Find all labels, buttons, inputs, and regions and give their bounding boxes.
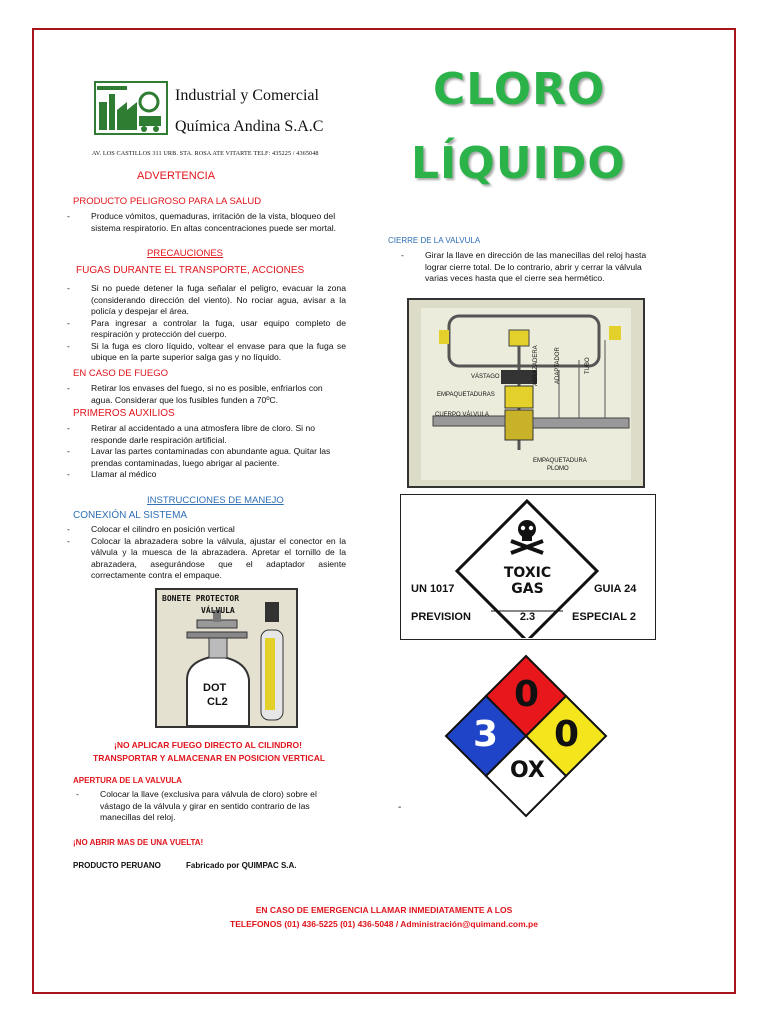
cierre-heading: CIERRE DE LA VALVULA (388, 236, 481, 245)
list-item: - Llamar al médico (64, 469, 346, 481)
photo1-label-valvula: VÁLVULA (201, 606, 235, 615)
precauciones-heading: PRECAUCIONES (147, 248, 224, 259)
valve-label-cuerpo: CUERPO VÁLVULA (435, 412, 489, 418)
nfpa-special: OX (510, 758, 545, 783)
manejo-list (64, 524, 346, 582)
auxilios-heading: PRIMEROS AUXILIOS (73, 408, 175, 419)
precauciones-subheading: FUGAS DURANTE EL TRANSPORTE, ACCIONES (76, 265, 305, 276)
company-address: AV. LOS CASTILLOS 311 URB. STA. ROSA ATE VITARTE TELF: 435225 / 4365048 (92, 150, 319, 157)
hazard-guia: GUIA 24 (594, 583, 637, 595)
nfpa-diamond (444, 654, 608, 818)
manejo-heading: INSTRUCCIONES DE MANEJO (147, 495, 284, 506)
photo1-label-cl2: CL2 (207, 696, 228, 708)
hazard-un-number: UN 1017 (411, 583, 455, 595)
hazard-class: 2.3 (519, 611, 536, 623)
valve-label-plomo: PLOMO (547, 466, 569, 472)
title-line1: CLORO (433, 64, 606, 115)
no-abrir-warning: ¡NO ABRIR MAS DE UNA VUELTA! (73, 838, 204, 847)
valve-label-abrazadera: ABRAZADERA (533, 345, 539, 386)
nfpa-reactivity: 0 (554, 714, 580, 755)
company-name-line2: Química Andina S.A.C (175, 118, 324, 135)
cylinder-photo (155, 588, 298, 728)
apertura-list (73, 789, 343, 824)
warning-no-fuego: ¡NO APLICAR FUEGO DIRECTO AL CILINDRO! (114, 740, 302, 750)
valve-label-adaptador: ADAPTADOR (555, 347, 561, 384)
hazard-gas: GAS (511, 581, 544, 597)
producto-peruano: PRODUCTO PERUANO (73, 861, 161, 870)
list-item: - Colocar el cilindro en posición vertical (64, 524, 346, 536)
hazard-toxic: TOXIC (503, 565, 552, 581)
company-logo (93, 80, 169, 136)
hazard-label (400, 494, 656, 640)
auxilios-list (64, 423, 346, 481)
dash-marker: - (398, 802, 402, 813)
valve-label-empaquetaduras: EMPAQUETADURAS (437, 392, 495, 398)
list-item: - Girar la llave en dirección de las manecillas del reloj hasta lograr cierre total. De lo contrario, abrir y cerrar la válvula varias veces hasta que el cierre sea hermético. (398, 250, 654, 285)
manejo-subheading: CONEXIÓN AL SISTEMA (73, 510, 188, 521)
apertura-heading: APERTURA DE LA VALVULA (73, 776, 182, 785)
nfpa-fire: 0 (514, 674, 540, 715)
list-item: - Si no puede detener la fuga señalar el peligro, evacuar la zona (considerando dirección del viento). No rociar agua, avisar a la policía y despejar el área. (64, 283, 346, 318)
valve-label-empaquetadura: EMPAQUETADURA (533, 458, 587, 464)
emergency-line1: EN CASO DE EMERGENCIA LLAMAR INMEDIATAMENTE A LOS (255, 905, 513, 915)
hazard-especial: ESPECIAL 2 (572, 611, 636, 623)
fuego-heading: EN CASO DE FUEGO (73, 368, 169, 379)
photo1-label-bonete: BONETE PROTECTOR (162, 594, 240, 603)
valve-diagram-photo (407, 298, 645, 488)
list-item: - Para ingresar a controlar la fuga, usar equipo completo de respiración y protección del cuerpo. (64, 318, 346, 341)
list-item: - Colocar la abrazadera sobre la válvula, ajustar el conector en la válvula y la muesca de la abrazadera. Apretar el tornillo de la abrazadera, asegurándose que el adaptador asiente correctamente contra el empaque. (64, 536, 346, 582)
list-item: - Lavar las partes contaminadas con abundante agua. Quitar las prendas contaminadas, luego abrigar al paciente. (64, 446, 346, 469)
list-item: - Produce vómitos, quemaduras, irritación de la vista, bloqueo del sistema respiratorio. En altas concentraciones puede ser mortal. (64, 211, 346, 234)
list-item: - Retirar al accidentado a una atmosfera libre de cloro. Si no responde darle respiración artificial. (64, 423, 346, 446)
list-item: - Colocar la llave (exclusiva para válvula de cloro) sobre el vástago de la válvula y girar en sentido contrario de las manecillas del reloj. (73, 789, 343, 824)
fabricante: Fabricado por QUIMPAC S.A. (186, 861, 297, 870)
precauciones-list (64, 283, 346, 364)
emergency-line2: TELEFONOS (01) 436-5225 (01) 436-5048 / Administración@quimand.com.pe (230, 919, 538, 929)
warning-vertical: TRANSPORTAR Y ALMACENAR EN POSICION VERTICAL (93, 753, 326, 763)
photo1-label-dot: DOT (203, 682, 227, 694)
title-line2: LÍQUIDO (411, 138, 626, 189)
fuego-list (64, 383, 346, 406)
nfpa-health: 3 (473, 714, 499, 755)
advertencia-list (64, 211, 346, 234)
cierre-list (398, 250, 654, 285)
advertencia-heading: ADVERTENCIA (137, 170, 216, 182)
hazard-prevision: PREVISION (411, 611, 471, 623)
valve-label-vastago: VÁSTAGO (471, 374, 500, 380)
list-item: - Si la fuga es cloro líquido, voltear el envase para que la fuga se ubique en la parte superior salga gas y no líquido. (64, 341, 346, 364)
list-item: - Retirar los envases del fuego, si no es posible, enfriarlos con agua. Considerar que los fusibles funden a 70ºC. (64, 383, 346, 406)
advertencia-subheading: PRODUCTO PELIGROSO PARA LA SALUD (73, 196, 262, 207)
valve-label-tubo: TUBO (585, 357, 591, 374)
company-name-line1: Industrial y Comercial (175, 87, 319, 104)
